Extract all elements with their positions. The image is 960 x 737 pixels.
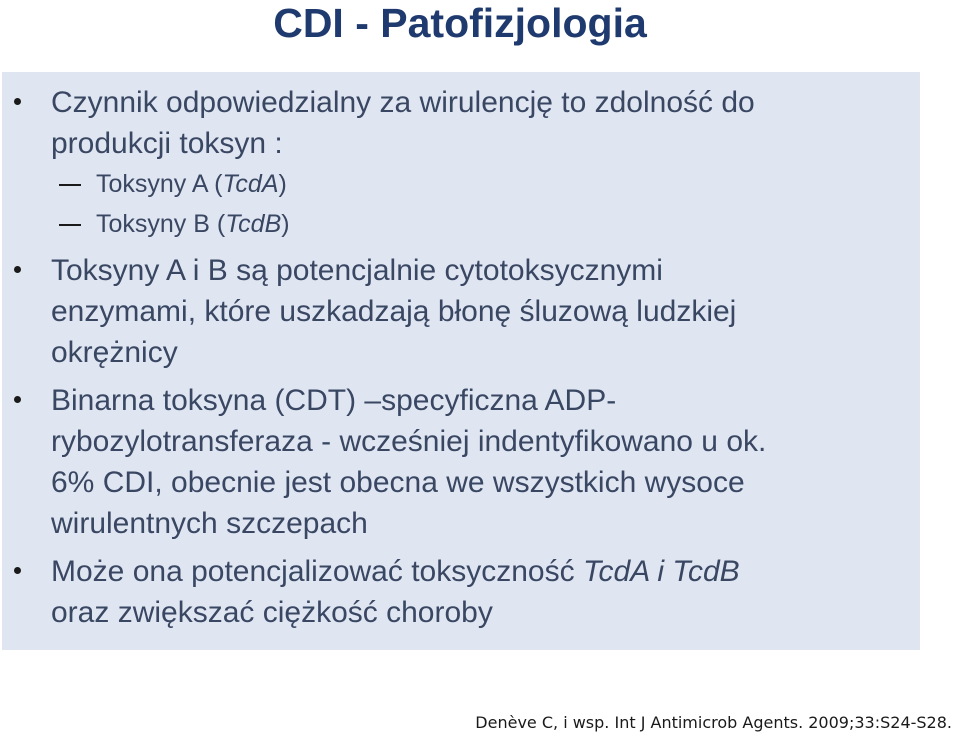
bullet-line: Toksyny A i B są potencjalnie cytotoksycznymi xyxy=(51,254,663,287)
citation: Denève C, i wsp. Int J Antimicrob Agents. 2009;33:S24-S28. xyxy=(475,713,952,732)
bullet-dot xyxy=(14,98,21,105)
subitem-text: Toksyny A (TcdA) xyxy=(96,170,287,198)
bullet-dot xyxy=(14,396,21,403)
bullet-line: produkcji toksyn : xyxy=(51,127,283,160)
bullet-line-italic: TcdA i TcdB xyxy=(582,555,740,588)
slide-title: CDI - Patofizjologia xyxy=(273,0,647,46)
bullet-line: wirulentnych szczepach xyxy=(51,507,368,540)
bullet-line: okrężnicy xyxy=(51,336,178,369)
bullet-line: enzymami, które uszkadzają błonę śluzową ludzkiej xyxy=(51,295,737,328)
dash-marker xyxy=(59,184,81,186)
bullet-text xyxy=(51,82,881,164)
bullet-text xyxy=(51,380,881,544)
bullet-line-prefix: Może ona potencjalizować toksyczność xyxy=(51,555,583,588)
subitem-text: Toksyny B (TcdB) xyxy=(96,210,290,238)
bullet-line: Binarna toksyna (CDT) –specyficzna ADP- xyxy=(51,384,617,417)
bullet-dot xyxy=(14,567,21,574)
bullet-text xyxy=(51,250,881,373)
bullet-dot xyxy=(14,266,21,273)
bullet-line: oraz zwiększać ciężkość choroby xyxy=(51,596,493,629)
content-panel xyxy=(2,72,920,650)
dash-marker xyxy=(59,224,81,226)
bullet-line: 6% CDI, obecnie jest obecna we wszystkich wysoce xyxy=(51,466,745,499)
bullet-line: Czynnik odpowiedzialny za wirulencję to zdolność do xyxy=(51,86,755,119)
bullet-text xyxy=(51,551,881,633)
bullet-line: rybozylotransferaza - wcześniej indentyfikowano u ok. xyxy=(51,425,767,458)
